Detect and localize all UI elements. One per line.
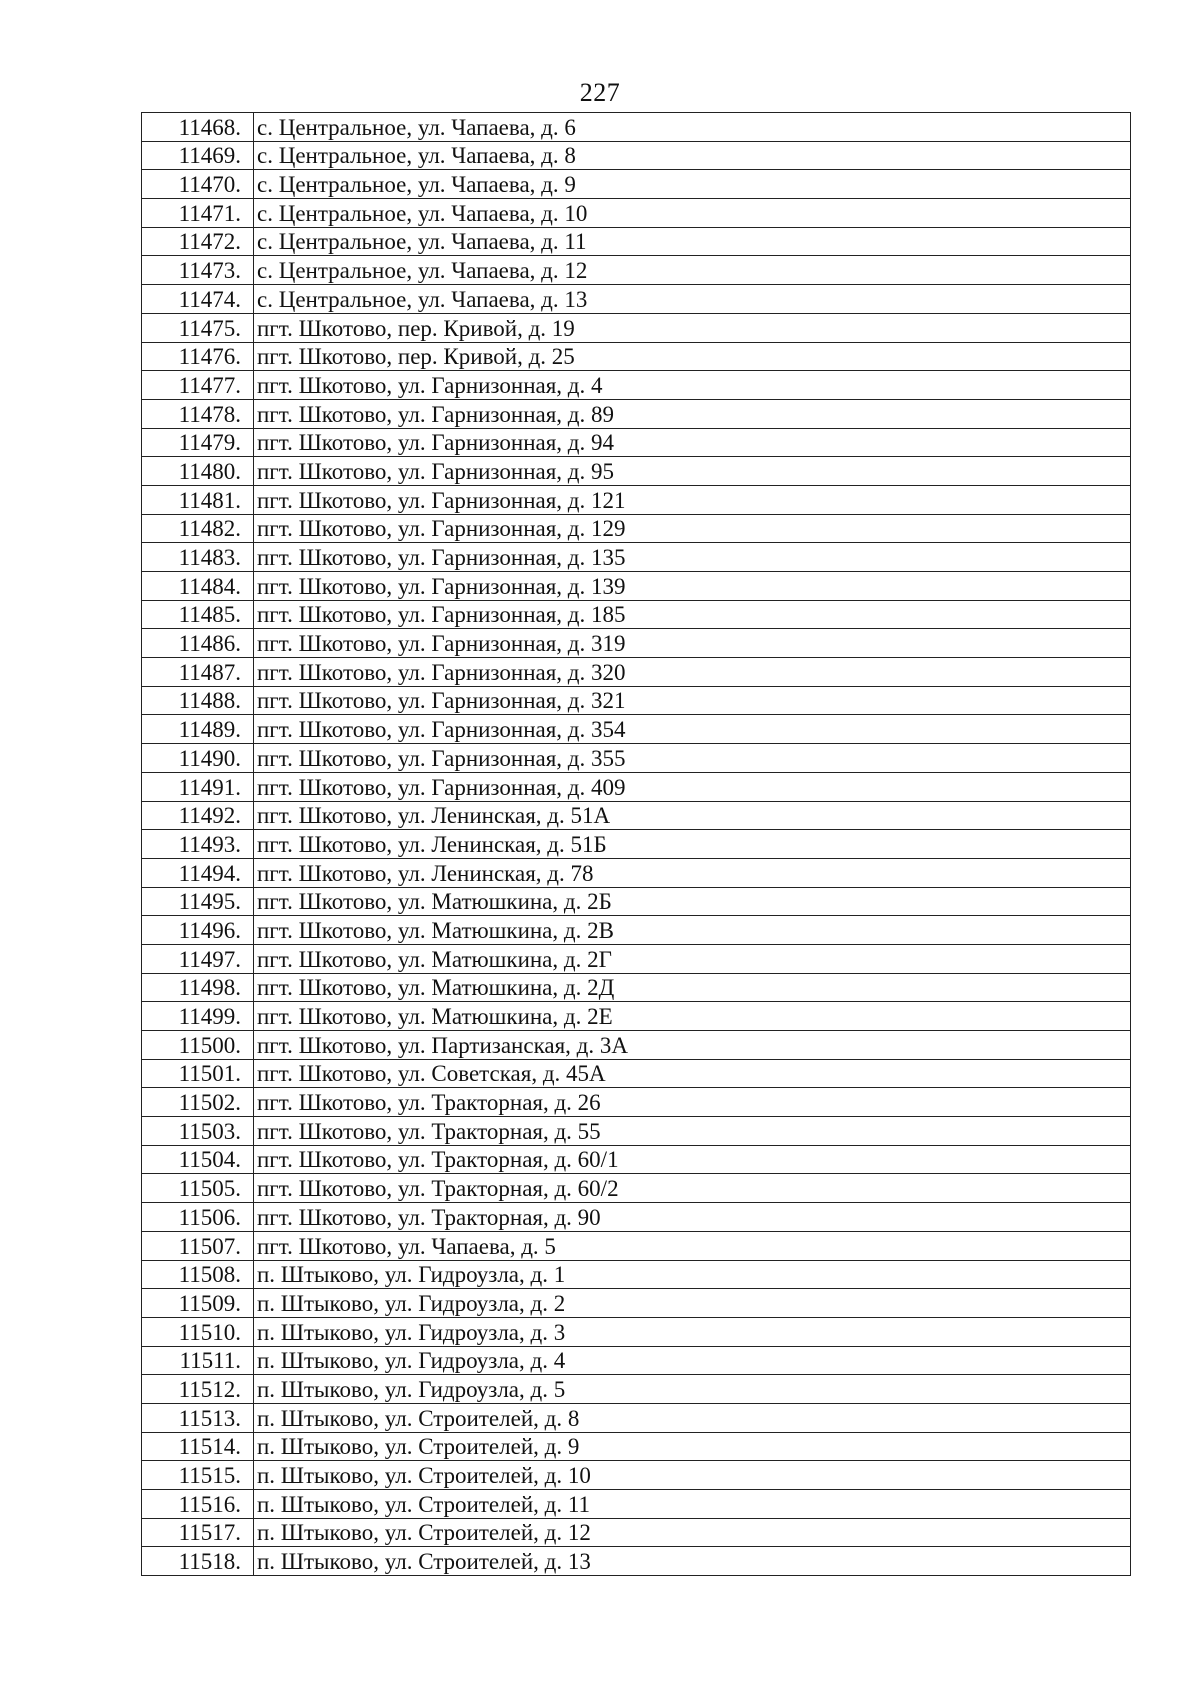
table-row [142,973,1131,1002]
row-number: 11492. [142,801,254,830]
table-row [142,1346,1131,1375]
row-number: 11496. [142,916,254,945]
row-number: 11478. [142,399,254,428]
table-row [142,227,1131,256]
row-address: пгт. Шкотово, пер. Кривой, д. 25 [254,342,1131,371]
table-row [142,801,1131,830]
table-row [142,1002,1131,1031]
table-row [142,1289,1131,1318]
table-row [142,572,1131,601]
row-number: 11508. [142,1260,254,1289]
page-number: 227 [579,78,621,107]
table-row [142,514,1131,543]
row-address: п. Штыково, ул. Строителей, д. 12 [254,1518,1131,1547]
row-address: с. Центральное, ул. Чапаева, д. 13 [254,285,1131,314]
row-number: 11513. [142,1403,254,1432]
row-address: п. Штыково, ул. Гидроузла, д. 5 [254,1375,1131,1404]
table-row [142,342,1131,371]
table-row [142,141,1131,170]
row-address: п. Штыково, ул. Строителей, д. 10 [254,1461,1131,1490]
table-row [142,858,1131,887]
row-number: 11477. [142,371,254,400]
row-address: п. Штыково, ул. Гидроузла, д. 3 [254,1317,1131,1346]
row-address: п. Штыково, ул. Строителей, д. 11 [254,1490,1131,1519]
row-address: пгт. Шкотово, ул. Тракторная, д. 55 [254,1117,1131,1146]
row-number: 11499. [142,1002,254,1031]
row-address: пгт. Шкотово, ул. Матюшкина, д. 2Е [254,1002,1131,1031]
row-number: 11476. [142,342,254,371]
row-number: 11515. [142,1461,254,1490]
row-number: 11482. [142,514,254,543]
row-number: 11497. [142,944,254,973]
row-address: пгт. Шкотово, ул. Матюшкина, д. 2Г [254,944,1131,973]
row-address: п. Штыково, ул. Гидроузла, д. 4 [254,1346,1131,1375]
row-address: пгт. Шкотово, ул. Тракторная, д. 26 [254,1088,1131,1117]
table-row [142,1260,1131,1289]
table-row [142,113,1131,142]
row-number: 11491. [142,772,254,801]
row-number: 11472. [142,227,254,256]
row-number: 11504. [142,1145,254,1174]
table-row [142,485,1131,514]
row-number: 11495. [142,887,254,916]
table-row [142,887,1131,916]
table-row [142,1059,1131,1088]
row-address: с. Центральное, ул. Чапаева, д. 6 [254,113,1131,142]
row-number: 11485. [142,600,254,629]
row-address: с. Центральное, ул. Чапаева, д. 8 [254,141,1131,170]
row-address: пгт. Шкотово, ул. Гарнизонная, д. 135 [254,543,1131,572]
row-address: пгт. Шкотово, ул. Гарнизонная, д. 355 [254,744,1131,773]
table-row [142,1203,1131,1232]
row-number: 11511. [142,1346,254,1375]
table-row [142,1375,1131,1404]
table-row [142,1317,1131,1346]
table-row [142,686,1131,715]
table-row [142,170,1131,199]
row-number: 11484. [142,572,254,601]
row-number: 11475. [142,313,254,342]
table-row [142,313,1131,342]
table-row [142,600,1131,629]
table-row [142,1403,1131,1432]
row-address: пгт. Шкотово, ул. Гарнизонная, д. 139 [254,572,1131,601]
table-row [142,1031,1131,1060]
row-number: 11501. [142,1059,254,1088]
row-address: пгт. Шкотово, ул. Гарнизонная, д. 129 [254,514,1131,543]
row-address: пгт. Шкотово, ул. Гарнизонная, д. 321 [254,686,1131,715]
address-table-body [142,113,1131,1576]
row-address: пгт. Шкотово, ул. Гарнизонная, д. 4 [254,371,1131,400]
row-address: пгт. Шкотово, ул. Гарнизонная, д. 320 [254,658,1131,687]
table-row [142,1518,1131,1547]
table-row [142,543,1131,572]
row-number: 11490. [142,744,254,773]
row-number: 11486. [142,629,254,658]
row-number: 11470. [142,170,254,199]
row-number: 11471. [142,199,254,228]
row-number: 11514. [142,1432,254,1461]
row-number: 11498. [142,973,254,1002]
row-address: с. Центральное, ул. Чапаева, д. 12 [254,256,1131,285]
table-row [142,916,1131,945]
row-address: пгт. Шкотово, ул. Матюшкина, д. 2Б [254,887,1131,916]
table-row [142,256,1131,285]
row-address: пгт. Шкотово, ул. Матюшкина, д. 2Д [254,973,1131,1002]
row-number: 11483. [142,543,254,572]
table-row [142,1432,1131,1461]
table-row [142,1145,1131,1174]
row-number: 11512. [142,1375,254,1404]
table-row [142,1490,1131,1519]
row-address: п. Штыково, ул. Гидроузла, д. 1 [254,1260,1131,1289]
row-address: пгт. Шкотово, ул. Ленинская, д. 51А [254,801,1131,830]
row-number: 11510. [142,1317,254,1346]
address-table [141,112,1131,1576]
row-number: 11487. [142,658,254,687]
row-address: пгт. Шкотово, ул. Матюшкина, д. 2В [254,916,1131,945]
row-address: пгт. Шкотово, ул. Гарнизонная, д. 89 [254,399,1131,428]
row-number: 11518. [142,1547,254,1576]
row-address: пгт. Шкотово, ул. Гарнизонная, д. 319 [254,629,1131,658]
table-row [142,371,1131,400]
row-number: 11474. [142,285,254,314]
table-row [142,428,1131,457]
row-number: 11509. [142,1289,254,1318]
table-row [142,1174,1131,1203]
row-address: пгт. Шкотово, ул. Партизанская, д. 3А [254,1031,1131,1060]
row-number: 11481. [142,485,254,514]
table-row [142,1461,1131,1490]
table-row [142,772,1131,801]
row-number: 11507. [142,1231,254,1260]
row-address: пгт. Шкотово, ул. Тракторная, д. 60/2 [254,1174,1131,1203]
table-row [142,1547,1131,1576]
row-address: пгт. Шкотово, ул. Гарнизонная, д. 354 [254,715,1131,744]
row-number: 11494. [142,858,254,887]
table-row [142,629,1131,658]
row-number: 11480. [142,457,254,486]
table-row [142,715,1131,744]
row-address: с. Центральное, ул. Чапаева, д. 10 [254,199,1131,228]
row-number: 11469. [142,141,254,170]
row-number: 11489. [142,715,254,744]
table-row [142,199,1131,228]
row-number: 11505. [142,1174,254,1203]
row-address: пгт. Шкотово, ул. Тракторная, д. 90 [254,1203,1131,1232]
row-address: пгт. Шкотово, ул. Ленинская, д. 78 [254,858,1131,887]
table-row [142,658,1131,687]
row-address: п. Штыково, ул. Строителей, д. 9 [254,1432,1131,1461]
table-row [142,285,1131,314]
table-row [142,399,1131,428]
row-address: пгт. Шкотово, ул. Советская, д. 45А [254,1059,1131,1088]
row-address: п. Штыково, ул. Гидроузла, д. 2 [254,1289,1131,1318]
table-row [142,1231,1131,1260]
row-address: пгт. Шкотово, ул. Гарнизонная, д. 95 [254,457,1131,486]
row-number: 11473. [142,256,254,285]
row-number: 11503. [142,1117,254,1146]
table-row [142,744,1131,773]
row-address: пгт. Шкотово, ул. Гарнизонная, д. 185 [254,600,1131,629]
table-row [142,944,1131,973]
row-address: пгт. Шкотово, ул. Гарнизонная, д. 94 [254,428,1131,457]
row-address: пгт. Шкотово, ул. Гарнизонная, д. 121 [254,485,1131,514]
row-number: 11517. [142,1518,254,1547]
row-number: 11479. [142,428,254,457]
row-address: п. Штыково, ул. Строителей, д. 13 [254,1547,1131,1576]
row-number: 11506. [142,1203,254,1232]
table-row [142,457,1131,486]
row-address: пгт. Шкотово, ул. Ленинская, д. 51Б [254,830,1131,859]
table-row [142,1088,1131,1117]
row-address: с. Центральное, ул. Чапаева, д. 9 [254,170,1131,199]
row-address: пгт. Шкотово, ул. Чапаева, д. 5 [254,1231,1131,1260]
row-address: п. Штыково, ул. Строителей, д. 8 [254,1403,1131,1432]
row-number: 11493. [142,830,254,859]
row-number: 11488. [142,686,254,715]
row-address: с. Центральное, ул. Чапаева, д. 11 [254,227,1131,256]
row-address: пгт. Шкотово, пер. Кривой, д. 19 [254,313,1131,342]
row-number: 11500. [142,1031,254,1060]
row-number: 11516. [142,1490,254,1519]
table-row [142,1117,1131,1146]
row-address: пгт. Шкотово, ул. Гарнизонная, д. 409 [254,772,1131,801]
row-number: 11502. [142,1088,254,1117]
table-row [142,830,1131,859]
row-address: пгт. Шкотово, ул. Тракторная, д. 60/1 [254,1145,1131,1174]
row-number: 11468. [142,113,254,142]
